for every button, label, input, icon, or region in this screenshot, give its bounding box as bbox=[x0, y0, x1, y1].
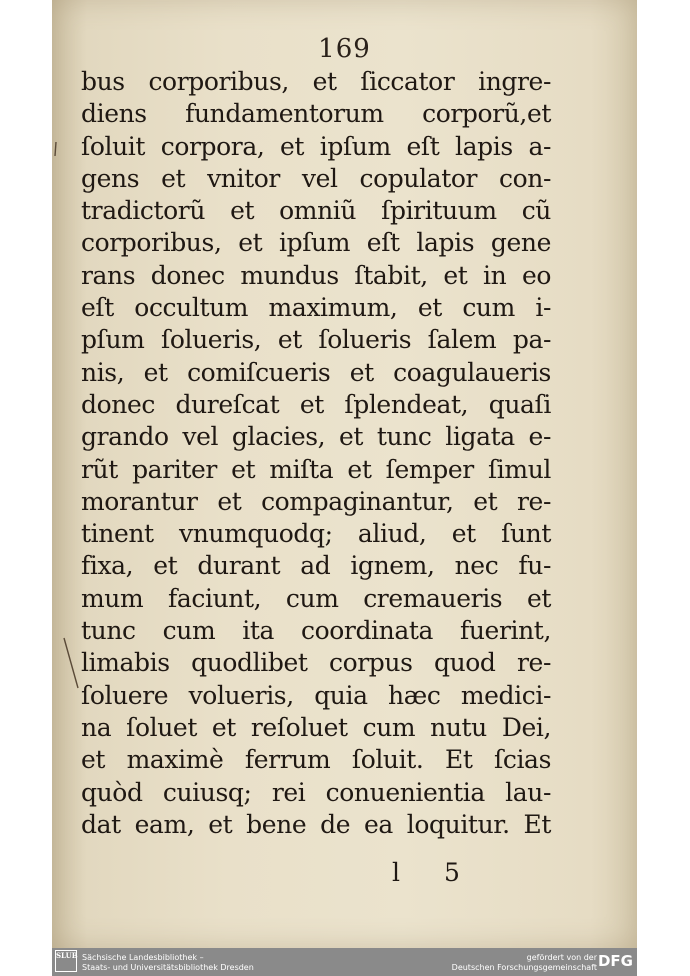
text-line: fixa, et durant ad ignem, nec fu- bbox=[81, 551, 551, 581]
text-line: nis, et comiſcueris et coagulaueris bbox=[81, 357, 551, 387]
text-line: et maximè ferrum ſoluit. Et ſcias bbox=[81, 745, 551, 775]
text-line: dat eam, et bene de ea loquitur. Et bbox=[81, 809, 551, 839]
text-line: eſt occultum maximum, et cum i- bbox=[81, 293, 551, 323]
text-line: diens fundamentorum corporũ,et bbox=[81, 99, 551, 129]
text-line: gens et vnitor vel copulator con- bbox=[81, 163, 551, 193]
margin-stroke-icon bbox=[62, 636, 82, 696]
dfg-logo: DFG bbox=[597, 952, 633, 970]
text-line: rũt pariter et miſta et ſemper ſimul bbox=[81, 454, 551, 484]
funding-line1: gefördert von der bbox=[526, 953, 597, 962]
page-number: 169 bbox=[318, 34, 371, 64]
library-name-line1: Sächsische Landesbibliothek – bbox=[82, 953, 204, 962]
text-line: mum faciunt, cum cremaueris et bbox=[81, 583, 551, 613]
funding-line2: Deutschen Forschungsgemeinschaft bbox=[451, 963, 597, 972]
library-name-line2: Staats- und Universitätsbibliothek Dresden bbox=[82, 963, 254, 972]
text-line: grando vel glacies, et tunc ligata e- bbox=[81, 422, 551, 452]
signature-mark: l 5 bbox=[392, 858, 478, 887]
text-line: morantur et compaginantur, et re- bbox=[81, 486, 551, 516]
text-line: corporibus, et ipſum eſt lapis gene bbox=[81, 228, 551, 258]
text-line: na ſoluet et reſoluet cum nutu Dei, bbox=[81, 712, 551, 742]
margin-tick-icon bbox=[52, 140, 60, 158]
text-line: ſoluere volueris, quia hæc medici- bbox=[81, 680, 551, 710]
text-line: tunc cum ita coordinata fuerint, bbox=[81, 616, 551, 646]
footer-bar bbox=[52, 948, 637, 976]
text-line: limabis quodlibet corpus quod re- bbox=[81, 648, 551, 678]
slub-logo: SLUB bbox=[55, 950, 77, 972]
text-line: rans donec mundus ſtabit, et in eo bbox=[81, 260, 551, 290]
text-line: quòd cuiusq; rei conuenientia lau- bbox=[81, 777, 551, 807]
text-line: pſum ſolueris, et ſolueris ſalem pa- bbox=[81, 325, 551, 355]
body-text bbox=[81, 66, 551, 841]
text-line: ſoluit corpora, et ipſum eſt lapis a- bbox=[81, 131, 551, 161]
text-line: tradictorũ et omniũ ſpirituum cũ bbox=[81, 196, 551, 226]
text-line: bus corporibus, et ſiccator ingre- bbox=[81, 67, 551, 96]
text-line: tinent vnumquodq; aliud, et ſunt bbox=[81, 519, 551, 549]
book-page bbox=[52, 0, 637, 948]
text-line: donec dureſcat et ſplendeat, quaſi bbox=[81, 389, 551, 419]
